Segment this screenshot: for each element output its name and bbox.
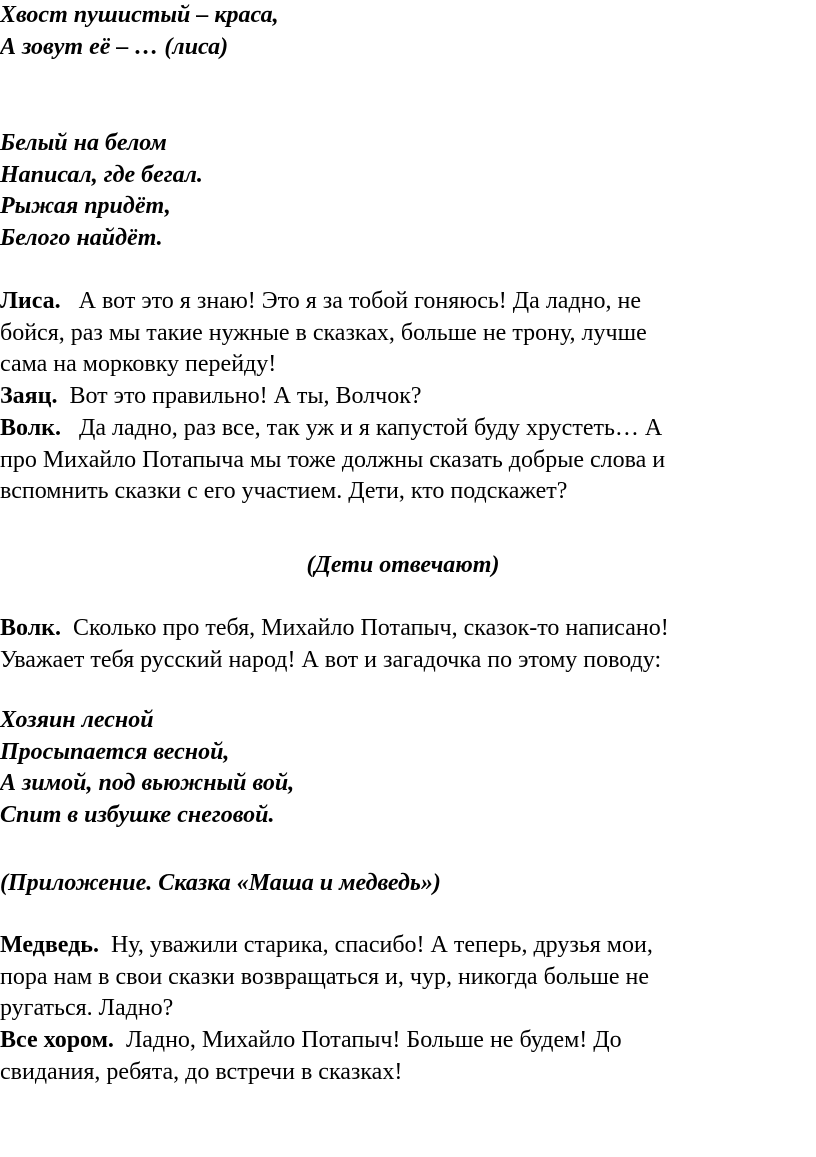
- speaker-lisa: Лиса.: [0, 288, 61, 314]
- riddle-line: Рыжая придёт,: [0, 193, 171, 220]
- speaker-volk: Волк.: [0, 615, 61, 641]
- replica-text: пора нам в свои сказки возвращаться и, чур, никогда больше не: [0, 963, 650, 990]
- chorus-replica-line: [0, 1025, 806, 1057]
- replica-text: Ну, уважили старика, спасибо! А теперь, друзья мои,: [110, 932, 653, 958]
- zayats-replica-line: [0, 381, 806, 413]
- replica-text: про Михайло Потапыча мы тоже должны сказать добрые слова и: [0, 446, 666, 473]
- replica-text: Сколько про тебя, Михайло Потапыч, сказок-то написано!: [72, 615, 669, 641]
- riddle-line: А зимой, под вьюжный вой,: [0, 770, 295, 797]
- stage-direction-text: (Дети отвечают): [306, 552, 500, 578]
- appendix-text: (Приложение. Сказка «Маша и медведь»): [0, 870, 441, 896]
- riddle-line: Хозяин лесной: [0, 707, 154, 733]
- riddle-line: Просыпается весной,: [0, 738, 230, 765]
- lisa-replica-line: [0, 286, 806, 318]
- replica-text: сама на морковку перейду!: [0, 351, 277, 378]
- replica-text: бойся, раз мы такие нужные в сказках, больше не трону, лучше: [0, 319, 647, 346]
- volk-replica-line: [0, 613, 806, 645]
- appendix-note: [0, 868, 806, 900]
- riddle-tracks: [0, 128, 806, 255]
- replica-text: А вот это я знаю! Это я за тобой гоняюсь! Да ладно, не: [78, 288, 642, 314]
- stage-direction: [0, 550, 806, 582]
- riddle-line: А зовут её – … (лиса): [0, 33, 229, 60]
- dialogue-section-2: [0, 613, 806, 676]
- dialogue-section-1: [0, 286, 806, 508]
- riddle-line: Написал, где бегал.: [0, 161, 203, 188]
- replica-text: Да ладно, раз все, так уж и я капустой буду хрустеть… А: [78, 414, 663, 441]
- volk-replica-line: [0, 413, 806, 445]
- medved-replica-line: [0, 930, 806, 962]
- replica-text: Уважает тебя русский народ! А вот и загадочка по этому поводу:: [0, 646, 662, 673]
- riddle-line: Белого найдёт.: [0, 225, 163, 252]
- dialogue-section-3: [0, 930, 806, 1089]
- speaker-volk: Волк.: [0, 414, 61, 441]
- riddle-line: Спит в избушке снеговой.: [0, 802, 275, 829]
- replica-text: вспомнить сказки с его участием. Дети, кто подскажет?: [0, 478, 568, 505]
- riddle-fox: [0, 0, 806, 63]
- replica-text: свидания, ребята, до встречи в сказках!: [0, 1058, 403, 1085]
- speaker-chorus: Все хором.: [0, 1027, 114, 1054]
- riddle-bear: [0, 705, 806, 832]
- riddle-line: Хвост пушистый – краса,: [0, 2, 279, 28]
- speaker-medved: Медведь.: [0, 932, 99, 958]
- replica-text: Ладно, Михайло Потапыч! Больше не будем! До: [125, 1027, 622, 1054]
- riddle-line: Белый на белом: [0, 130, 167, 156]
- speaker-zayats: Заяц.: [0, 383, 58, 410]
- replica-text: Вот это правильно! А ты, Волчок?: [69, 383, 422, 410]
- replica-text: ругаться. Ладно?: [0, 995, 174, 1022]
